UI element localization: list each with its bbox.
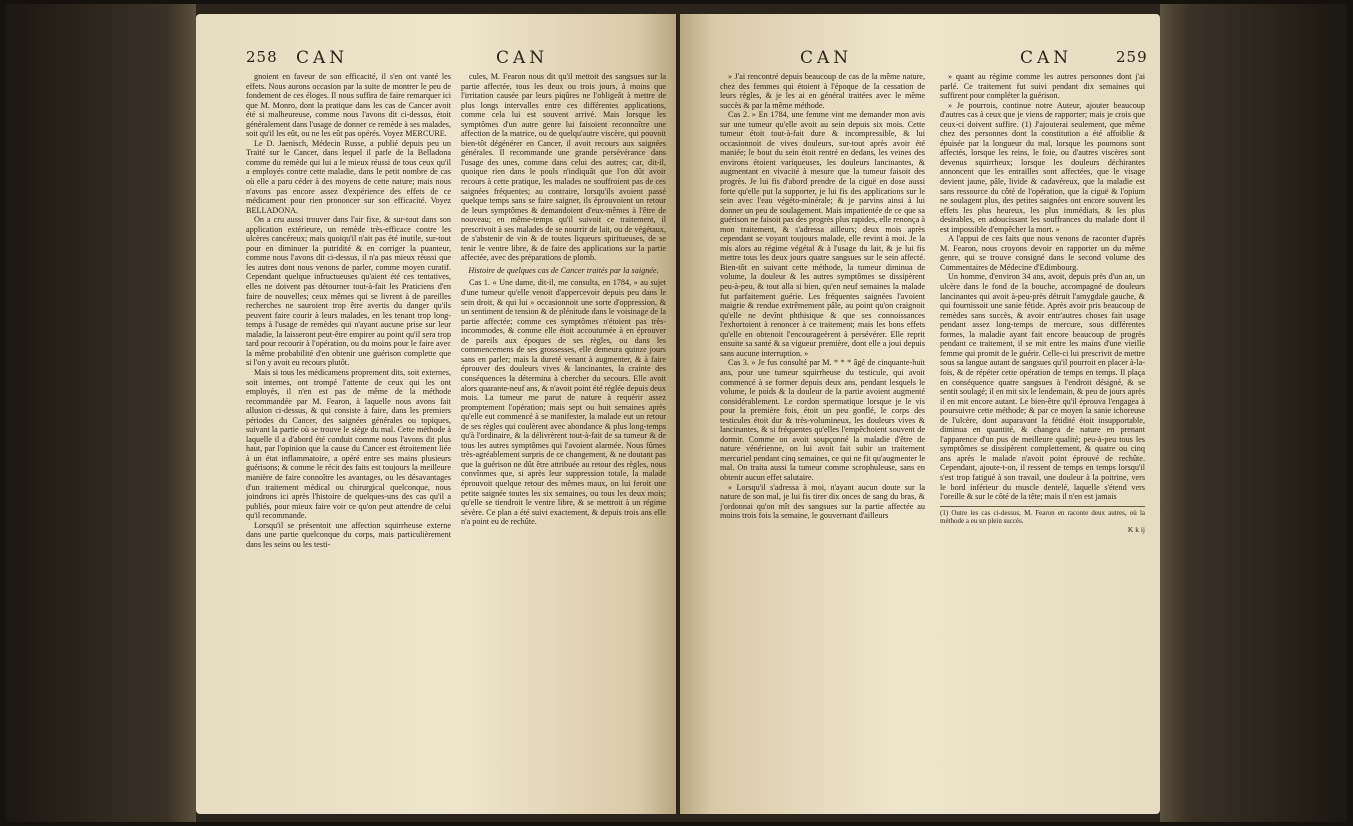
text-column [940, 72, 1145, 784]
right-page [680, 14, 1160, 814]
running-head: CAN [496, 48, 549, 68]
paragraph: Mais si tous les médicamens proprement dits, soit externes, soit internes, ont trompé l'attente de ceux qui les ont employés, il n'en est pas de même de la méthode recommandée par M. Fearon, à laquelle nous avons fait allusion ci-dessus, & qui consiste à faire, dans les premiers périodes du Cancer, des saignées générales ou topiques, suivant la partie où se trouve le siège du mal. Cette méthode à laquelle il a d'abord été conduit comme nous l'avons dit plus haut, par l'opinion que la cause du Cancer est étroitement liée à un état inflammatoire, a opéré entre ses mains plusieurs guérisons; & comme le récit des faits est toujours la meilleure manière de faire connoître les avantages, ou les désavantages d'un traitement médical ou chirurgical quelconque, nous joindrons ici après l'histoire de quelques-uns des cas qu'il a publiés, pour mieux faire voir ce qu'on peut attendre de celui qu'il recommande. [246, 367, 451, 521]
section-heading: Histoire de quelques cas de Cancer traités par la saignée. [468, 265, 659, 275]
paragraph: Un homme, d'environ 34 ans, avoit, depuis près d'un an, un ulcère dans le fond de la bouche, accompagné de douleurs lancinantes qui avoit à-peu-près détruit l'amygdale gauche, & qui fournissoit une sanie fétide. Après avoir pris beaucoup de remèdes sans succès, & avoir entr'autres choses fait usage pendant assez long-temps de mercure, sous différentes formes, la maladie ayant fait encore beaucoup de progrès pendant ce traitement, il se mit entre les mains d'une vieille femme qui promit de le guérir. Celle-ci lui prescrivit de mettre sous sa langue autant de sangsues qu'il pourroit en placer à-la-fois, & de répéter cette opération de temps en temps. Il plaça en conséquence quatre sangsues à l'endroit désigné, & se sentit soulagé; il en mit six le lendemain, & peu de jours après il en mit encore autant. Le bien-être qu'il éprouva l'engagea à poursuivre cette méthode; & par ce moyen la sanie ichoreuse de l'ulcère, dont auparavant la fétidité étoit insupportable, diminua en quantité, & changea de nature en prenant l'apparence d'un pus de meilleure qualité; peu-à-peu tous les symptômes se dissipèrent complettement, & quatre ou cinq ans après le malade n'avoit point éprouvé de rechûte. Cependant, ajoute-t-on, il ressent de temps en temps lorsqu'il s'est trop fatigué à son travail, une douleur à la poitrine, vers le bord inférieur du muscle dentelé, laquelle s'étend vers l'oreille & sur le côté de la tête; mais il n'en est jamais [940, 272, 1145, 502]
page-edges-right [1160, 4, 1347, 822]
paragraph: cules, M. Fearon nous dit qu'il mettoit des sangsues sur la partie affectée, tous les deux ou trois jours, à moins que l'irritation causée par leurs piqûres ne l'obligeât à mettre de plus longs intervalles entre ces différentes applications, comme cela lui est souvent arrivé. Mais lorsque les symptômes d'un autre genre lui faisoient reconnoître une affection de la matrice, ou de quelqu'autre viscère, qui pouvoit bien-tôt dégénérer en Cancer, il avoit recours aux saignées générales. Il recommande une grande persévérance dans l'usage des unes, comme dans celui des autres; car, dit-il, quoique rien dans le pouls n'indiquât que l'on dût avoir recours à cette pratique, les malades ne souffroient pas de ces saignées fréquentes; au contraire, lorsqu'ils avoient passé quelque temps sans se faire saigner, ils éprouvoient un retour de leurs symptômes & demandoient d'eux-mêmes à l'être de nouveau; en même-temps qu'il suivoit ce traitement, il prescrivoit à ses malades de se nourrir de lait, ou de végétaux, de s'abstenir de vin & de toutes liqueurs spiritueuses, de se tenir le ventre libre, & de faire des applications sur la partie affectée, avec des préparations de plomb. [461, 72, 666, 263]
paragraph: Cas 3. » Je fus consulté par M. * * * âgé de cinquante-huit ans, pour une tumeur squirrheuse du testicule, qui avoit commencé à se former depuis deux ans, pendant lesquels le volume, le poids & la douleur de la partie avoient augmenté considérablement. Le cordon spermatique lorsque je le vis pour la première fois, étoit un peu gonflé, le corps des testicules étoit dur & très-volumineux, les douleurs vives & lancinantes, & si fréquentes qu'elles l'empêchoient souvent de dormir. Comme on avoit soupçonné la maladie d'être de nature vénérienne, on lui avoit fait subir un traitement mercuriel pendant cinq semaines, ce qui ne fit qu'augmenter le mal. On traita aussi la tumeur comme scrophuleuse, sans en obtenir aucun effet salutaire. [720, 358, 925, 482]
paragraph: » Je pourrois, continue notre Auteur, ajouter beaucoup d'autres cas à ceux que je viens de rapporter; mais je crois que ceux-ci doivent suffire. (1) J'ajouterai seulement, que même chez des personnes dont la constitution a été affoiblie & épuisée par la longueur du mal, lorsque les poumons sont affectés, lorsque les reins, le foie, ou d'autres viscères sont devenus squirrheux; lorsque les douleurs déchirantes annoncent que les entrailles sont affectées, que le visage devient jaune, pâle, livide & cadavéreux, que la maladie est sans ressource du côté de l'opération, que la ciguë & l'opium ne soulagent plus, des petites saignées ont encore souvent les effets les plus heureux, les plus immédiats, & les plus desirables, en adoucissant les souffrances du malade dont il est impossible d'empêcher la mort. » [940, 100, 1145, 234]
paragraph: » quant au régime comme les autres personnes dont j'ai parlé. Ce traitement fut suivi pendant dix semaines qui suffirent pour compléter la guérison. [940, 72, 1145, 101]
left-page [196, 14, 676, 814]
paragraph: Cas 2. » En 1784, une femme vint me demander mon avis sur une tumeur qu'elle avoit au sein depuis six mois. Cette tumeur étoit tout-à-fait dure & incompressible, & lui occasionnoit de vives douleurs, sur-tout après avoir été maniée; le bout du sein étoit rentré en dedans, les veines des environs étoient variqueuses, les douleurs lancinantes, & augmentant en vivacité à mesure que la tumeur faisoit des progrès. Je lui fis d'abord prendre de la ciguë en dose aussi forte qu'elle put la supporter, je lui fis des applications sur le sein avec l'eau végéto-minérale; & je parvins ainsi à lui donner un peu de soulagement. Mais impatientée de ce que sa guérison ne faisoit pas des progrès plus rapides, elle renonça à mon traitement, & s'adressa ailleurs; deux mois après cependant se voyant toujours malade, elle revint à moi. Je la mis alors au régime végétal & à l'usage du lait, & je lui fis mettre tous les deux jours quatre sangsues sur le sein affecté. Bien-tôt en suivant cette méthode, la tumeur diminua de volume, la douleur & les autres symptômes se dissipèrent peu-à-peu, & tout alla si bien, qu'en neuf semaines la malade fut parfaitement guérie. Les fréquentes saignées l'avoient maigrie & rendue extrêmement pâle, au point qu'on craignoit qu'elle ne devînt phthisique & que ses connoissances l'exhortoient à renoncer à ce traitement; mais les bons effets qu'elle en obtenoit l'encourageèrent à persévérer. Elle reprit ensuite sa santé & sa vigueur première, dont elle a joui depuis sans aucune interruption. » [720, 110, 925, 358]
paragraph: gnoient en faveur de son efficacité, il s'en ont vanté les effets. Nous aurons occasion par la suite de montrer le peu de fondement de ces éloges. Il nous suffira de faire remarquer ici que M. Monro, dont la pratique dans les cas de Cancer avoit été si malheureuse, comme nous l'avons dit ci-dessus, étoit généralement dans l'usage de donner ce remède à ses malades, soit qu'il les eût, ou ne les eût pas opérés. Voyez MERCURE. [246, 72, 451, 139]
paragraph: » Lorsqu'il s'adressa à moi, n'ayant aucun doute sur la nature de son mal, je lui fis tirer dix onces de sang du bras, & j'ordonnai qu'on mît des sangsues sur la partie affectée au moins trois fois la semaine, le gouvernant d'ailleurs [720, 482, 925, 521]
left-page-header [196, 48, 676, 72]
left-page-columns [196, 72, 676, 784]
page-number: 259 [1116, 48, 1148, 66]
text-column [246, 72, 451, 784]
text-column [461, 72, 666, 784]
paragraph: Cas 1. « Une dame, dit-il, me consulta, en 1784, » au sujet d'une tumeur qu'elle venoit d'appercevoir depuis peu dans le sein droit, & qui lui » occasionnoit une sorte d'oppression, & un sentiment de tension & de plénitude dans le voisinage de la partie affectée; comme ces symptômes n'étoient pas très-incommodes, & comme elle étoit accoutumée à en éprouver de pareils aux époques de ses règles, ou dans les commencemens de ses grossesses, elle demeura quinze jours sans en parler; mais la dureté venant à augmenter, & à faire éprouver des douleurs vives & lancinantes, la crainte des conséquences la détermina à chercher du secours. Elle avoit alors quarante-neuf ans, & n'avoit point été réglée depuis deux mois. La tumeur me parut de nature à requérir assez promptement l'opération; mais sept ou huit semaines après qu'elle eut commencé à se manifester, la malade eut un retour de ses règles qui coulèrent avec abondance & plus long-temps qu'à l'ordinaire, & la délivrèrent tout-à-fait de sa tumeur & de tous les autres symptômes qui l'avoient alarmée. Nous fûmes très-agréablement surpris de ce changement, & ne doutant pas que la guérison ne dût être attribuée au retour des règles, nous convînmes que, si après leur suppression totale, la malade éprouvoit quelque retour des mêmes maux, on lui feroit une petite saignée toutes les six semaines, ou tous les deux mois; qu'elle se tiendroit le ventre libre, & se mettroit à un régime sévère. Ce plan a été suivi exactement, & depuis trois ans elle n'a point eu de rechûte. [461, 278, 666, 527]
right-page-header [680, 48, 1160, 72]
signature-mark: K k ij [1127, 524, 1145, 534]
paragraph: On a cru aussi trouver dans l'air fixe, & sur-tout dans son application extérieure, un remède très-efficace contre les ulcères cancéreux; mais quoiqu'il n'ait pas été inutile, sur-tout pour en diminuer la putridité & en corriger la puanteur, comme nous l'avons dit ci-dessus, il n'a pas mieux réussi que les autres dont nous venons de parler, comme moyen curatif. Cependant quelque infructueuses qu'aient été ces tentatives, elles ne doivent pas détourner tout-à-fait les Praticiens d'en faire de nouvelles; ceux mêmes qui se livrent à de pareilles recherches ne sauroient trop être avertis du danger qu'ils peuvent faire courir à leurs malades, en les tenant trop long-temps à l'usage de remèdes qui n'ayant aucune prise sur leur maladie, la laisseront peut-être empirer au point qu'il sera trop tard pour recourir à l'opération, ou du moins pour le faire avec la même probabilité d'en obtenir une guérison complette que si l'on y avoit eu recours plutôt. [246, 215, 451, 368]
book-spread [6, 4, 1347, 822]
right-page-columns [680, 72, 1160, 784]
page-edges-left [6, 4, 196, 822]
paragraph: Le D. Jaenisch, Médecin Russe, a publié depuis peu un Traité sur le Cancer, dans lequel il parle de la Belladona comme du remède qui lui a le mieux réussi de tous ceux qu'il a employés contre cette maladie, dans le petit nombre de cas où elle a paru céder à des moyens de cette nature; mais nous n'avons pas encore assez d'expérience des effets de ce médicament pour rien prononcer sur son efficacité. Voyez BELLADONA. [246, 138, 451, 215]
paragraph: A l'appui de ces faits que nous venons de raconter d'après M. Fearon, nous croyons devoir en rapporter un du même genre, qui se trouve consigné dans le second volume des Commentaires de Médecine d'Edimbourg. [940, 234, 1145, 272]
footnote: (1) Outre les cas ci-dessus, M. Fearon en raconte deux autres, où la méthode a eu un plein succès. [940, 506, 1145, 525]
paragraph: » J'ai rencontré depuis beaucoup de cas de la même nature, chez des femmes qui étoient à l'époque de la cessation de leurs règles, & je les ai en général traitées avec le même succès & par la même méthode. [720, 72, 925, 110]
page-number: 258 [246, 48, 278, 66]
paragraph: Lorsqu'il se présentoit une affection squirrheuse externe dans une partie quelconque du corps, mais particulièrement dans les seins ou les testi- [246, 520, 451, 549]
running-head: CAN [296, 48, 349, 68]
text-column [720, 72, 925, 784]
running-head: CAN [800, 48, 853, 68]
running-head: CAN [1020, 48, 1073, 68]
